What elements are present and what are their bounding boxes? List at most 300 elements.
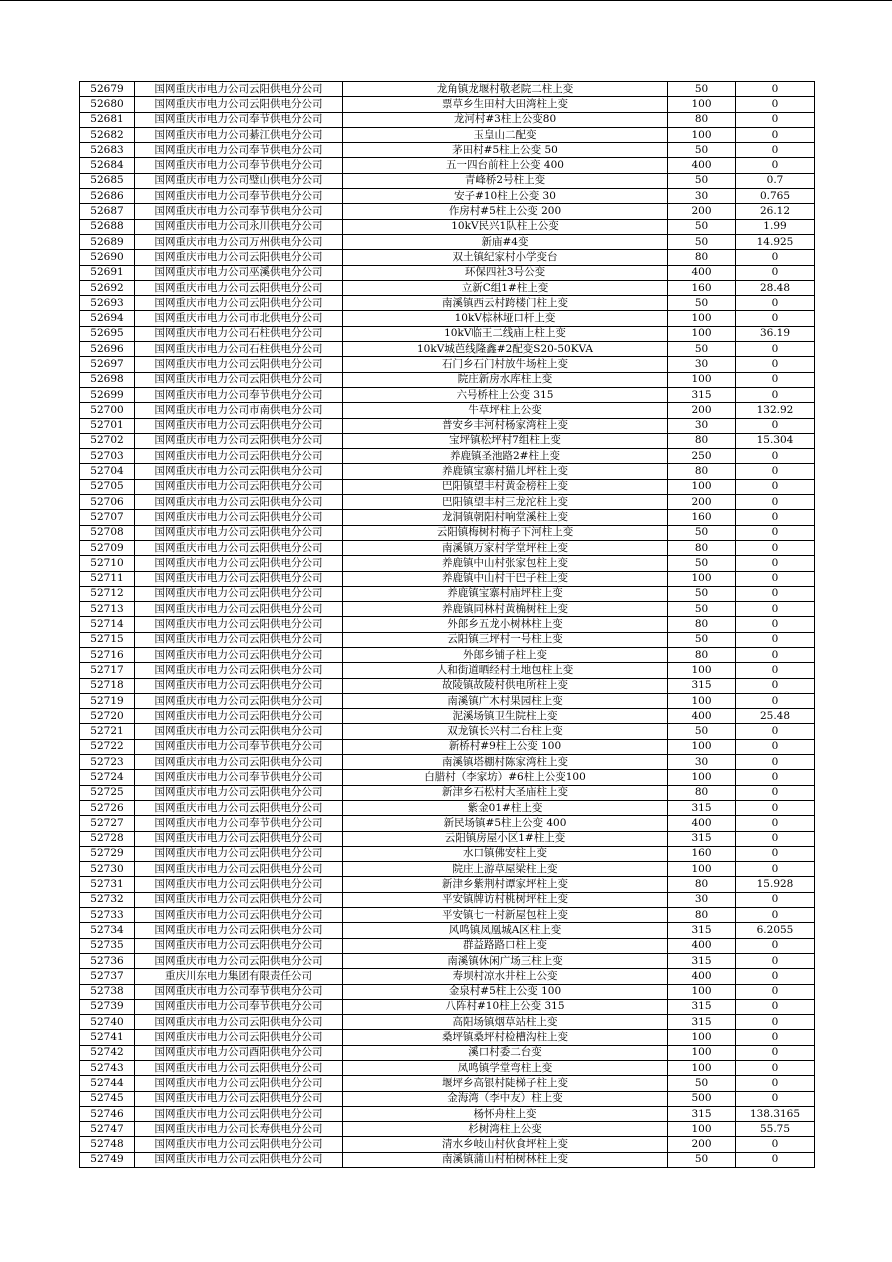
- capacity-cell: 100: [668, 770, 736, 785]
- table-row: [80, 953, 815, 968]
- table-row: [80, 1106, 815, 1121]
- value-cell: 0: [736, 82, 815, 97]
- company-cell: 国网重庆市电力公司云阳供电分公司: [135, 357, 343, 372]
- company-cell: 国网重庆市电力公司云阳供电分公司: [135, 464, 343, 479]
- company-cell: 国网重庆市电力公司云阳供电分公司: [135, 908, 343, 923]
- transformer-name-cell: 双土镇纪家村小学变台: [343, 250, 668, 265]
- transformer-name-cell: 风鸣镇凤凰城A区柱上变: [343, 923, 668, 938]
- table-row: [80, 785, 815, 800]
- company-cell: 国网重庆市电力公司云阳供电分公司: [135, 250, 343, 265]
- transformer-name-cell: 新津乡紫荆村谭家坪柱上变: [343, 877, 668, 892]
- capacity-cell: 100: [668, 862, 736, 877]
- value-cell: 0: [736, 586, 815, 601]
- table-row: [80, 556, 815, 571]
- table-row: [80, 158, 815, 173]
- row-id-cell: 52710: [80, 556, 135, 571]
- value-cell: 0: [736, 342, 815, 357]
- table-row: [80, 173, 815, 188]
- transformer-name-cell: 平安镇牌访村桃树坪柱上变: [343, 892, 668, 907]
- value-cell: 0: [736, 647, 815, 662]
- value-cell: 0: [736, 1045, 815, 1060]
- value-cell: 14.925: [736, 234, 815, 249]
- company-cell: 国网重庆市电力公司云阳供电分公司: [135, 510, 343, 525]
- row-id-cell: 52722: [80, 739, 135, 754]
- row-id-cell: 52729: [80, 846, 135, 861]
- capacity-cell: 80: [668, 785, 736, 800]
- company-cell: 国网重庆市电力公司奉节供电分公司: [135, 387, 343, 402]
- company-cell: 国网重庆市电力公司巫溪供电分公司: [135, 265, 343, 280]
- company-cell: 国网重庆市电力公司云阳供电分公司: [135, 433, 343, 448]
- company-cell: 国网重庆市电力公司云阳供电分公司: [135, 418, 343, 433]
- capacity-cell: 80: [668, 617, 736, 632]
- row-id-cell: 52690: [80, 250, 135, 265]
- capacity-cell: 400: [668, 709, 736, 724]
- value-cell: 0: [736, 953, 815, 968]
- row-id-cell: 52697: [80, 357, 135, 372]
- row-id-cell: 52721: [80, 724, 135, 739]
- row-id-cell: 52706: [80, 495, 135, 510]
- company-cell: 国网重庆市电力公司云阳供电分公司: [135, 846, 343, 861]
- table-row: [80, 1076, 815, 1091]
- value-cell: 55.75: [736, 1122, 815, 1137]
- value-cell: 0: [736, 1015, 815, 1030]
- value-cell: 0: [736, 602, 815, 617]
- transformer-name-cell: 泥溪场镇卫生院柱上变: [343, 709, 668, 724]
- table-row: [80, 525, 815, 540]
- table-row: [80, 234, 815, 249]
- capacity-cell: 100: [668, 479, 736, 494]
- transformer-name-cell: 南溪镇万家村学堂坪柱上变: [343, 540, 668, 555]
- value-cell: 0: [736, 617, 815, 632]
- table-row: [80, 938, 815, 953]
- value-cell: 0: [736, 969, 815, 984]
- capacity-cell: 400: [668, 969, 736, 984]
- transformer-name-cell: 故陵镇故陵村供电所柱上变: [343, 678, 668, 693]
- row-id-cell: 52738: [80, 984, 135, 999]
- capacity-cell: 50: [668, 296, 736, 311]
- company-cell: 国网重庆市电力公司云阳供电分公司: [135, 97, 343, 112]
- table-row: [80, 433, 815, 448]
- row-id-cell: 52749: [80, 1152, 135, 1167]
- transformer-name-cell: 宝坪镇松坪村7组柱上变: [343, 433, 668, 448]
- table-body: [80, 82, 815, 1168]
- page-top-rule: [0, 0, 892, 1]
- row-id-cell: 52707: [80, 510, 135, 525]
- transformer-name-cell: 南溪镇西云村跨楼门柱上变: [343, 296, 668, 311]
- transformer-name-cell: 10kV临王二线庙上柱上变: [343, 326, 668, 341]
- company-cell: 国网重庆市电力公司云阳供电分公司: [135, 479, 343, 494]
- capacity-cell: 315: [668, 678, 736, 693]
- row-id-cell: 52682: [80, 127, 135, 142]
- capacity-cell: 100: [668, 663, 736, 678]
- table-row: [80, 342, 815, 357]
- table-row: [80, 250, 815, 265]
- row-id-cell: 52733: [80, 908, 135, 923]
- row-id-cell: 52684: [80, 158, 135, 173]
- table-row: [80, 892, 815, 907]
- transformer-name-cell: 院庄新房水库柱上变: [343, 372, 668, 387]
- company-cell: 国网重庆市电力公司云阳供电分公司: [135, 755, 343, 770]
- company-cell: 国网重庆市电力公司云阳供电分公司: [135, 296, 343, 311]
- row-id-cell: 52741: [80, 1030, 135, 1045]
- transformer-name-cell: 凤鸣镇学堂弯柱上变: [343, 1061, 668, 1076]
- transformer-name-cell: 新桥村#9柱上公变 100: [343, 739, 668, 754]
- transformer-name-cell: 养鹿镇中山村张家包柱上变: [343, 556, 668, 571]
- table-row: [80, 586, 815, 601]
- value-cell: 15.304: [736, 433, 815, 448]
- table-row: [80, 923, 815, 938]
- capacity-cell: 30: [668, 189, 736, 204]
- value-cell: 0: [736, 1152, 815, 1167]
- capacity-cell: 80: [668, 877, 736, 892]
- table-row: [80, 663, 815, 678]
- transformer-name-cell: 南溪镇蒲山村柏树林柱上变: [343, 1152, 668, 1167]
- table-row: [80, 1015, 815, 1030]
- capacity-cell: 50: [668, 82, 736, 97]
- value-cell: 0: [736, 846, 815, 861]
- row-id-cell: 52718: [80, 678, 135, 693]
- company-cell: 国网重庆市电力公司石柱供电分公司: [135, 342, 343, 357]
- capacity-cell: 100: [668, 571, 736, 586]
- value-cell: 28.48: [736, 280, 815, 295]
- company-cell: 国网重庆市电力公司云阳供电分公司: [135, 1106, 343, 1121]
- row-id-cell: 52719: [80, 693, 135, 708]
- table-row: [80, 82, 815, 97]
- row-id-cell: 52739: [80, 999, 135, 1014]
- value-cell: 0: [736, 510, 815, 525]
- company-cell: 国网重庆市电力公司奉节供电分公司: [135, 143, 343, 158]
- table-row: [80, 693, 815, 708]
- company-cell: 国网重庆市电力公司云阳供电分公司: [135, 877, 343, 892]
- row-id-cell: 52701: [80, 418, 135, 433]
- capacity-cell: 30: [668, 418, 736, 433]
- company-cell: 国网重庆市电力公司奉节供电分公司: [135, 984, 343, 999]
- transformer-name-cell: 龙洞镇朝阳村响堂溪柱上变: [343, 510, 668, 525]
- table-row: [80, 571, 815, 586]
- transformer-name-cell: 寿坝村凉水井柱上公变: [343, 969, 668, 984]
- value-cell: 36.19: [736, 326, 815, 341]
- transformer-data-table: [79, 81, 815, 1168]
- table-row: [80, 127, 815, 142]
- value-cell: 138.3165: [736, 1106, 815, 1121]
- value-cell: 0: [736, 495, 815, 510]
- company-cell: 国网重庆市电力公司长寿供电分公司: [135, 1122, 343, 1137]
- row-id-cell: 52714: [80, 617, 135, 632]
- capacity-cell: 200: [668, 204, 736, 219]
- capacity-cell: 100: [668, 311, 736, 326]
- value-cell: 0: [736, 632, 815, 647]
- table-row: [80, 846, 815, 861]
- table-row: [80, 1045, 815, 1060]
- transformer-name-cell: 溪口村委二台变: [343, 1045, 668, 1060]
- capacity-cell: 100: [668, 1061, 736, 1076]
- row-id-cell: 52734: [80, 923, 135, 938]
- transformer-name-cell: 外郎乡铺子柱上变: [343, 647, 668, 662]
- transformer-name-cell: 环保四社3号公变: [343, 265, 668, 280]
- value-cell: 0: [736, 1091, 815, 1106]
- transformer-name-cell: 水口镇佛安柱上变: [343, 846, 668, 861]
- company-cell: 国网重庆市电力公司奉节供电分公司: [135, 739, 343, 754]
- company-cell: 国网重庆市电力公司云阳供电分公司: [135, 280, 343, 295]
- company-cell: 国网重庆市电力公司云阳供电分公司: [135, 693, 343, 708]
- company-cell: 国网重庆市电力公司云阳供电分公司: [135, 724, 343, 739]
- capacity-cell: 500: [668, 1091, 736, 1106]
- row-id-cell: 52680: [80, 97, 135, 112]
- transformer-name-cell: 金泉村#5柱上公变 100: [343, 984, 668, 999]
- company-cell: 国网重庆市电力公司云阳供电分公司: [135, 495, 343, 510]
- table-row: [80, 418, 815, 433]
- value-cell: 0: [736, 296, 815, 311]
- company-cell: 国网重庆市电力公司云阳供电分公司: [135, 892, 343, 907]
- row-id-cell: 52703: [80, 449, 135, 464]
- capacity-cell: 50: [668, 1152, 736, 1167]
- transformer-name-cell: 杉树湾柱上公变: [343, 1122, 668, 1137]
- value-cell: 0.765: [736, 189, 815, 204]
- value-cell: 132.92: [736, 403, 815, 418]
- row-id-cell: 52681: [80, 112, 135, 127]
- transformer-name-cell: 院庄上游草屋梁柱上变: [343, 862, 668, 877]
- table-row: [80, 510, 815, 525]
- transformer-name-cell: 八阵村#10柱上公变 315: [343, 999, 668, 1014]
- value-cell: 0: [736, 739, 815, 754]
- transformer-name-cell: 玉皇山二配变: [343, 127, 668, 142]
- capacity-cell: 315: [668, 387, 736, 402]
- value-cell: 0: [736, 387, 815, 402]
- company-cell: 国网重庆市电力公司云阳供电分公司: [135, 923, 343, 938]
- capacity-cell: 200: [668, 495, 736, 510]
- row-id-cell: 52745: [80, 1091, 135, 1106]
- company-cell: 国网重庆市电力公司璧山供电分公司: [135, 173, 343, 188]
- table-row: [80, 403, 815, 418]
- table-row: [80, 800, 815, 815]
- capacity-cell: 50: [668, 586, 736, 601]
- transformer-name-cell: 双龙镇长兴村二台柱上变: [343, 724, 668, 739]
- transformer-name-cell: 票草乡生田村大田湾柱上变: [343, 97, 668, 112]
- value-cell: 0: [736, 449, 815, 464]
- row-id-cell: 52732: [80, 892, 135, 907]
- value-cell: 0: [736, 372, 815, 387]
- transformer-name-cell: 巴阳镇望丰村黄金榜柱上变: [343, 479, 668, 494]
- capacity-cell: 250: [668, 449, 736, 464]
- capacity-cell: 50: [668, 219, 736, 234]
- value-cell: 0: [736, 464, 815, 479]
- table-row: [80, 326, 815, 341]
- transformer-name-cell: 养鹿镇圣池路2#柱上变: [343, 449, 668, 464]
- transformer-name-cell: 10kV民兴1队柱上公变: [343, 219, 668, 234]
- table-row: [80, 189, 815, 204]
- company-cell: 国网重庆市电力公司云阳供电分公司: [135, 82, 343, 97]
- company-cell: 国网重庆市电力公司云阳供电分公司: [135, 602, 343, 617]
- row-id-cell: 52713: [80, 602, 135, 617]
- table-row: [80, 1122, 815, 1137]
- company-cell: 国网重庆市电力公司云阳供电分公司: [135, 862, 343, 877]
- company-cell: 国网重庆市电力公司云阳供电分公司: [135, 647, 343, 662]
- row-id-cell: 52742: [80, 1045, 135, 1060]
- table-row: [80, 647, 815, 662]
- table-row: [80, 969, 815, 984]
- capacity-cell: 100: [668, 1122, 736, 1137]
- row-id-cell: 52695: [80, 326, 135, 341]
- company-cell: 国网重庆市电力公司云阳供电分公司: [135, 617, 343, 632]
- table-row: [80, 724, 815, 739]
- company-cell: 国网重庆市电力公司石柱供电分公司: [135, 326, 343, 341]
- value-cell: 0: [736, 418, 815, 433]
- value-cell: 0: [736, 678, 815, 693]
- row-id-cell: 52717: [80, 663, 135, 678]
- table-row: [80, 617, 815, 632]
- transformer-name-cell: 五一四台前柱上公变 400: [343, 158, 668, 173]
- table-row: [80, 265, 815, 280]
- company-cell: 国网重庆市电力公司奉节供电分公司: [135, 189, 343, 204]
- row-id-cell: 52686: [80, 189, 135, 204]
- company-cell: 国网重庆市电力公司云阳供电分公司: [135, 1091, 343, 1106]
- transformer-name-cell: 新庙#4变: [343, 234, 668, 249]
- transformer-name-cell: 茅田村#5柱上公变 50: [343, 143, 668, 158]
- capacity-cell: 315: [668, 923, 736, 938]
- transformer-name-cell: 龙河村#3柱上公变80: [343, 112, 668, 127]
- capacity-cell: 160: [668, 846, 736, 861]
- transformer-name-cell: 高阳场镇烟草站柱上变: [343, 1015, 668, 1030]
- table-row: [80, 678, 815, 693]
- value-cell: 0: [736, 1076, 815, 1091]
- row-id-cell: 52748: [80, 1137, 135, 1152]
- capacity-cell: 80: [668, 250, 736, 265]
- value-cell: 0: [736, 1061, 815, 1076]
- company-cell: 国网重庆市电力公司云阳供电分公司: [135, 678, 343, 693]
- table-row: [80, 296, 815, 311]
- company-cell: 国网重庆市电力公司奉节供电分公司: [135, 999, 343, 1014]
- transformer-name-cell: 养鹿镇中山村干巴子柱上变: [343, 571, 668, 586]
- value-cell: 0: [736, 908, 815, 923]
- company-cell: 国网重庆市电力公司奉节供电分公司: [135, 158, 343, 173]
- capacity-cell: 80: [668, 112, 736, 127]
- row-id-cell: 52727: [80, 816, 135, 831]
- row-id-cell: 52688: [80, 219, 135, 234]
- transformer-name-cell: 新津乡石松村大圣庙柱上变: [343, 785, 668, 800]
- value-cell: 0: [736, 127, 815, 142]
- value-cell: 0: [736, 357, 815, 372]
- transformer-name-cell: 清水乡岐山村伙食坪柱上变: [343, 1137, 668, 1152]
- company-cell: 国网重庆市电力公司云阳供电分公司: [135, 449, 343, 464]
- transformer-name-cell: 平安镇七一村新屋包柱上变: [343, 908, 668, 923]
- transformer-name-cell: 云阳镇三坪村一号柱上变: [343, 632, 668, 647]
- company-cell: 国网重庆市电力公司云阳供电分公司: [135, 1015, 343, 1030]
- value-cell: 0: [736, 1030, 815, 1045]
- value-cell: 0: [736, 540, 815, 555]
- capacity-cell: 50: [668, 1076, 736, 1091]
- table-row: [80, 540, 815, 555]
- value-cell: 0: [736, 97, 815, 112]
- capacity-cell: 100: [668, 1045, 736, 1060]
- value-cell: 0: [736, 724, 815, 739]
- value-cell: 6.2055: [736, 923, 815, 938]
- row-id-cell: 52731: [80, 877, 135, 892]
- capacity-cell: 80: [668, 647, 736, 662]
- transformer-name-cell: 养鹿镇宝寨村猫儿坪柱上变: [343, 464, 668, 479]
- capacity-cell: 50: [668, 173, 736, 188]
- table-row: [80, 280, 815, 295]
- table-row: [80, 999, 815, 1014]
- table-row: [80, 984, 815, 999]
- value-cell: 0: [736, 525, 815, 540]
- company-cell: 国网重庆市电力公司奉节供电分公司: [135, 204, 343, 219]
- company-cell: 国网重庆市电力公司云阳供电分公司: [135, 1076, 343, 1091]
- capacity-cell: 160: [668, 510, 736, 525]
- row-id-cell: 52746: [80, 1106, 135, 1121]
- value-cell: 15.928: [736, 877, 815, 892]
- transformer-name-cell: 六号桥柱上公变 315: [343, 387, 668, 402]
- transformer-name-cell: 10kV棕林垭口杆上变: [343, 311, 668, 326]
- row-id-cell: 52698: [80, 372, 135, 387]
- row-id-cell: 52720: [80, 709, 135, 724]
- transformer-name-cell: 金海湾（李中友）柱上变: [343, 1091, 668, 1106]
- transformer-name-cell: 南溪镇休闲广场三柱上变: [343, 953, 668, 968]
- transformer-name-cell: 牛草坪柱上公变: [343, 403, 668, 418]
- row-id-cell: 52683: [80, 143, 135, 158]
- row-id-cell: 52723: [80, 755, 135, 770]
- capacity-cell: 80: [668, 908, 736, 923]
- value-cell: 1.99: [736, 219, 815, 234]
- table-row: [80, 464, 815, 479]
- table-row: [80, 449, 815, 464]
- capacity-cell: 315: [668, 1106, 736, 1121]
- capacity-cell: 315: [668, 831, 736, 846]
- transformer-name-cell: 南溪镇广木村果园柱上变: [343, 693, 668, 708]
- table-row: [80, 204, 815, 219]
- value-cell: 0: [736, 862, 815, 877]
- value-cell: 0: [736, 479, 815, 494]
- row-id-cell: 52735: [80, 938, 135, 953]
- value-cell: 0: [736, 938, 815, 953]
- company-cell: 国网重庆市电力公司市北供电分公司: [135, 311, 343, 326]
- value-cell: 0: [736, 999, 815, 1014]
- transformer-name-cell: 养鹿镇宝寨村庙坪柱上变: [343, 586, 668, 601]
- value-cell: 0: [736, 311, 815, 326]
- value-cell: 0: [736, 250, 815, 265]
- company-cell: 国网重庆市电力公司云阳供电分公司: [135, 571, 343, 586]
- row-id-cell: 52685: [80, 173, 135, 188]
- capacity-cell: 100: [668, 984, 736, 999]
- table-row: [80, 387, 815, 402]
- row-id-cell: 52696: [80, 342, 135, 357]
- table-row: [80, 862, 815, 877]
- table-row: [80, 908, 815, 923]
- row-id-cell: 52737: [80, 969, 135, 984]
- capacity-cell: 315: [668, 999, 736, 1014]
- transformer-name-cell: 养鹿镇同林村黄桷树柱上变: [343, 602, 668, 617]
- capacity-cell: 200: [668, 403, 736, 418]
- row-id-cell: 52716: [80, 647, 135, 662]
- value-cell: 0: [736, 265, 815, 280]
- company-cell: 国网重庆市电力公司云阳供电分公司: [135, 525, 343, 540]
- company-cell: 国网重庆市电力公司云阳供电分公司: [135, 953, 343, 968]
- row-id-cell: 52712: [80, 586, 135, 601]
- value-cell: 0: [736, 831, 815, 846]
- row-id-cell: 52702: [80, 433, 135, 448]
- table-row: [80, 709, 815, 724]
- row-id-cell: 52689: [80, 234, 135, 249]
- company-cell: 国网重庆市电力公司万州供电分公司: [135, 234, 343, 249]
- transformer-name-cell: 新民场镇#5柱上公变 400: [343, 816, 668, 831]
- table-row: [80, 1030, 815, 1045]
- company-cell: 国网重庆市电力公司云阳供电分公司: [135, 938, 343, 953]
- value-cell: 0: [736, 112, 815, 127]
- company-cell: 国网重庆市电力公司云阳供电分公司: [135, 632, 343, 647]
- row-id-cell: 52744: [80, 1076, 135, 1091]
- company-cell: 国网重庆市电力公司云阳供电分公司: [135, 556, 343, 571]
- value-cell: 0: [736, 571, 815, 586]
- row-id-cell: 52708: [80, 525, 135, 540]
